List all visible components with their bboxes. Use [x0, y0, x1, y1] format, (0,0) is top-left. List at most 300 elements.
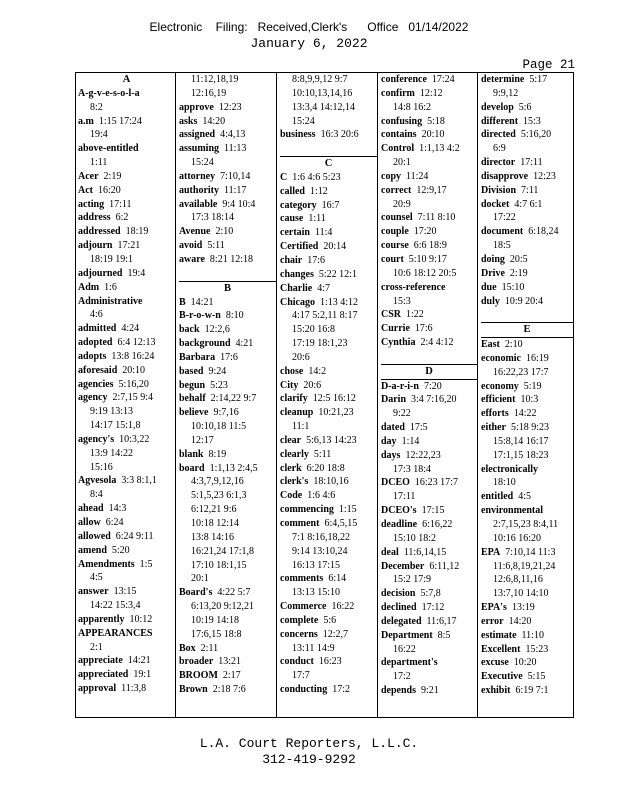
index-entry	[481, 546, 573, 560]
index-entry	[481, 253, 573, 267]
index-refs: 2:4 4:12	[420, 337, 454, 349]
index-continuation: 17:11	[393, 491, 416, 503]
index-continuation: 9:14 13:10,24	[292, 545, 348, 557]
index-continuation: 20:6	[292, 351, 310, 363]
index-term: A-g-v-e-s-o-l-a	[78, 87, 140, 99]
index-term: DCEO	[381, 477, 410, 489]
index-continuation: 4:17 5:2,11 8:17	[292, 310, 358, 322]
index-entry	[179, 655, 276, 669]
index-term: clerk	[280, 462, 302, 474]
index-term: clearly	[280, 448, 309, 460]
index-refs: 2:7,15 9:4	[112, 392, 154, 404]
index-term: Department	[381, 629, 433, 641]
index-refs: 2:19	[509, 267, 528, 279]
index-term: adopted	[78, 337, 113, 349]
index-entry	[381, 504, 477, 518]
index-entry	[481, 198, 573, 212]
index-entry	[381, 656, 477, 670]
section-letter: A	[122, 74, 131, 85]
index-entry	[280, 392, 377, 406]
index-refs: 4:22 5:7	[217, 587, 251, 599]
index-term: cause	[280, 213, 304, 225]
index-term: acting	[78, 198, 105, 210]
index-continuation: 11:1	[292, 421, 310, 433]
index-refs: 6:2	[115, 212, 129, 224]
index-entry	[280, 614, 377, 628]
index-entry	[481, 128, 573, 142]
index-entry	[78, 682, 175, 696]
index-term: environmental	[481, 505, 544, 517]
index-entry	[78, 668, 175, 682]
index-continuation: 14:8 16:2	[393, 101, 432, 113]
index-term: C	[280, 171, 288, 183]
index-entry	[179, 586, 276, 600]
index-continuation: 16:22,23 17:7	[493, 366, 549, 378]
index-term: addressed	[78, 226, 121, 238]
index-refs: 11:6,14,15	[403, 546, 447, 558]
index-continuation: 17:3 18:4	[393, 463, 432, 475]
index-entry	[280, 448, 377, 462]
index-column-4	[377, 73, 477, 717]
index-refs: 17:5	[409, 422, 428, 434]
index-term: Adm	[78, 281, 100, 293]
index-entry	[78, 225, 175, 239]
index-continuation: 8:2	[90, 101, 103, 113]
index-term: course	[381, 240, 409, 252]
index-term: attorney	[179, 170, 216, 182]
index-term: Cynthia	[381, 337, 416, 349]
index-refs: 5:20	[111, 544, 130, 556]
filing-stamp: Electronic Filing: Received,Clerk's Office 01/14/2022	[149, 20, 469, 34]
index-entry	[481, 101, 573, 115]
index-term: begun	[179, 379, 206, 391]
index-refs: 12:22,23	[405, 449, 441, 461]
index-entry	[179, 253, 276, 267]
index-refs: 7:20	[423, 380, 442, 392]
index-refs: 4:7 6:1	[514, 198, 543, 210]
index-entry	[280, 296, 377, 310]
index-continuation: 2:7,15,23 8:4,11	[493, 519, 559, 530]
index-term: broader	[179, 656, 214, 668]
index-term: develop	[481, 101, 514, 113]
index-entry	[381, 170, 477, 184]
index-term: BROOM	[179, 670, 218, 682]
index-term: allowed	[78, 530, 111, 542]
index-entry	[481, 601, 573, 615]
index-term: B-r-o-w-n	[179, 310, 221, 322]
index-entry	[481, 225, 573, 239]
index-continuation: 10:16 16:20	[493, 532, 542, 544]
index-entry	[481, 73, 573, 87]
index-entry	[280, 171, 377, 185]
index-refs: 10:3,22	[119, 433, 150, 445]
index-refs: 17:15	[421, 505, 445, 517]
footer-company: L.A. Court Reporters, L.L.C.	[199, 736, 419, 751]
index-term: Barbara	[179, 351, 216, 363]
index-column-2	[175, 73, 276, 717]
index-entry	[481, 380, 573, 394]
index-term: December	[381, 560, 425, 572]
index-refs: 20:10	[122, 364, 146, 376]
index-continuation: 10:10,18 11:5	[191, 421, 247, 433]
index-entry	[78, 239, 175, 253]
index-refs: 14:2	[308, 365, 327, 377]
index-term: behalf	[179, 393, 206, 405]
index-continuation: 17:6,15 18:8	[191, 628, 242, 640]
index-continuation: 14:22 15:3,4	[90, 600, 141, 612]
index-refs: 7:10,14 11:3	[505, 546, 556, 558]
index-term: City	[280, 379, 299, 391]
index-refs: 12:9,17	[416, 184, 447, 196]
index-continuation: 4:5	[90, 572, 103, 584]
index-continuation: 6:12,21 9:6	[191, 504, 237, 516]
index-entry	[481, 670, 573, 684]
index-refs: 3:3 8:1,1	[121, 475, 157, 487]
index-refs: 17:6	[414, 323, 433, 335]
index-refs: 9:21	[421, 685, 439, 697]
index-entry	[78, 87, 175, 101]
index-refs: 5:23	[210, 379, 228, 391]
section-letter: B	[179, 281, 276, 296]
index-term: doing	[481, 253, 505, 265]
index-continuation: 10:6 18:12 20:5	[393, 267, 457, 279]
index-term: believe	[179, 407, 209, 419]
index-term: conference	[381, 74, 427, 85]
index-continuation: 17:22	[493, 212, 516, 224]
index-continuation: 17:7	[292, 670, 310, 682]
index-continuation: 13:3,4 14:12,14	[292, 101, 356, 113]
index-continuation: 9:9,12	[493, 87, 519, 99]
index-entry	[280, 434, 377, 448]
index-term: EPA's	[481, 602, 507, 614]
index-refs: 16:7	[321, 199, 340, 211]
index-refs: 6:4 12:13	[117, 337, 156, 349]
index-entry	[78, 184, 175, 198]
index-refs: 4:7	[317, 282, 330, 294]
index-entry	[481, 643, 573, 657]
index-term: counsel	[381, 212, 413, 224]
index-refs: 2:18 7:6	[212, 684, 246, 696]
index-refs: 20:14	[323, 241, 347, 253]
index-refs: 4:5	[518, 491, 531, 503]
index-entry	[481, 629, 573, 643]
index-term: aforesaid	[78, 364, 118, 376]
index-refs: 7:10,14	[220, 170, 251, 182]
index-refs: 5:6	[518, 101, 532, 113]
index-continuation: 10:18 12:14	[191, 518, 240, 529]
index-entry	[179, 683, 276, 697]
index-term: Control	[381, 143, 415, 155]
index-entry	[381, 587, 477, 601]
spacer	[179, 267, 276, 281]
index-refs: 1:14	[401, 435, 420, 447]
index-entry	[381, 308, 477, 322]
index-frame	[75, 72, 574, 718]
index-entry	[179, 296, 276, 310]
index-term: certain	[280, 227, 310, 239]
index-refs: 10:9 20:4	[504, 295, 543, 307]
index-continuation: 10:19 14:18	[191, 614, 240, 626]
index-refs: 5:11	[313, 448, 332, 460]
index-refs: 13:21	[218, 656, 242, 668]
index-continuation: 15:20 16:8	[292, 324, 336, 336]
index-term: contains	[381, 129, 417, 141]
index-entry	[381, 518, 477, 532]
index-entry	[481, 295, 573, 309]
index-entry	[381, 560, 477, 574]
index-term: blank	[179, 448, 204, 460]
index-entry	[481, 407, 573, 421]
index-term: back	[179, 324, 200, 336]
index-column-3	[276, 73, 377, 717]
index-entry	[280, 600, 377, 614]
index-refs: 16:3 20:6	[320, 129, 359, 141]
index-entry	[481, 490, 573, 504]
index-refs: 1:6 4:6	[307, 490, 336, 502]
index-entry	[280, 475, 377, 489]
index-term: asks	[179, 115, 198, 127]
index-continuation: 20:1	[393, 157, 411, 169]
index-continuation: 20:9	[393, 198, 411, 210]
index-continuation: 12:6,8,11,16	[493, 574, 543, 586]
index-continuation: 15:8,14 16:17	[493, 435, 549, 447]
index-entry	[78, 502, 175, 516]
index-refs: 1:5	[139, 558, 153, 570]
index-entry	[481, 656, 573, 670]
index-term: called	[280, 185, 305, 197]
index-term: deadline	[381, 519, 418, 530]
index-term: DCEO's	[381, 505, 417, 517]
index-term: director	[481, 157, 516, 169]
document-date: January 6, 2022	[250, 36, 368, 51]
index-refs: 16:20	[98, 184, 121, 196]
index-refs: 14:22	[513, 408, 537, 420]
index-entry	[481, 281, 573, 295]
index-term: disapprove	[481, 170, 529, 182]
index-entry	[78, 585, 175, 599]
index-continuation: 15:24	[191, 157, 214, 169]
index-term: Excellent	[481, 643, 521, 655]
index-term: chair	[280, 254, 303, 266]
index-term: concerns	[280, 628, 318, 640]
index-term: background	[179, 338, 231, 350]
index-continuation: 11:12,18,19	[191, 74, 239, 85]
index-term: comments	[280, 573, 324, 585]
index-term: different	[481, 115, 519, 127]
index-refs: 2:10	[215, 226, 234, 238]
index-continuation: 13:8 14:16	[191, 531, 235, 543]
index-refs: 17:6	[307, 254, 325, 266]
index-entry	[381, 281, 477, 295]
index-refs: 12:2,7	[322, 628, 349, 640]
index-refs: 17:24	[431, 74, 455, 85]
index-term: clerk's	[280, 476, 309, 488]
index-refs: 12:5 16:12	[312, 393, 356, 405]
index-refs: 11:3,8	[121, 683, 147, 695]
index-refs: 10:3	[520, 394, 539, 406]
index-continuation: 18:5	[493, 240, 511, 252]
index-entry	[78, 474, 175, 488]
index-entry	[381, 449, 477, 463]
index-continuation: 16:13 17:15	[292, 559, 341, 571]
index-entry	[280, 212, 377, 226]
index-entry	[381, 393, 477, 407]
index-term: due	[481, 281, 497, 293]
index-refs: 14:21	[190, 296, 214, 308]
index-continuation: 6:13,20 9:12,21	[191, 601, 255, 613]
index-term: electronically	[481, 463, 539, 475]
index-entry	[481, 463, 573, 477]
index-refs: 11:13	[224, 143, 247, 155]
index-entry	[280, 199, 377, 213]
index-entry	[78, 544, 175, 558]
index-continuation: 15:3	[393, 295, 411, 307]
index-entry	[78, 516, 175, 530]
index-refs: 9:4 10:4	[222, 198, 256, 210]
index-term: answer	[78, 586, 109, 598]
index-term: East	[481, 339, 500, 351]
index-entry	[78, 211, 175, 225]
index-term: authority	[179, 184, 219, 196]
index-term: admitted	[78, 323, 117, 335]
index-entry	[381, 476, 477, 490]
index-refs: 6:14	[328, 573, 347, 585]
index-term: a.m	[78, 115, 94, 127]
index-term: entitled	[481, 491, 514, 503]
index-refs: 10:12	[129, 613, 153, 625]
index-continuation: 11:6,8,19,21,24	[493, 560, 556, 572]
index-term: clear	[280, 434, 302, 446]
index-refs: 11:17	[224, 184, 247, 196]
index-continuation: 17:1,15 18:23	[493, 449, 549, 461]
index-refs: 6:4,5,15	[324, 518, 358, 529]
index-entry	[280, 655, 377, 669]
index-continuation: 15:2 17:9	[393, 574, 432, 586]
index-entry	[179, 642, 276, 656]
index-entry	[179, 142, 276, 156]
index-term: appreciate	[78, 655, 123, 667]
index-refs: 19:1	[133, 669, 152, 681]
index-entry	[78, 115, 175, 129]
index-continuation: 18:19 19:1	[90, 253, 134, 265]
index-term: above-entitled	[78, 143, 139, 155]
index-term: Chicago	[280, 296, 315, 308]
index-term: adjourn	[78, 240, 113, 252]
index-refs: 11:6,17	[426, 615, 457, 627]
index-entry	[280, 226, 377, 240]
index-term: agency	[78, 392, 108, 404]
index-refs: 18:10,16	[313, 476, 349, 488]
index-entry	[381, 87, 477, 101]
index-term: day	[381, 435, 397, 447]
index-term: address	[78, 212, 111, 224]
index-term: delegated	[381, 615, 422, 627]
index-term: complete	[280, 614, 319, 626]
index-refs: 1:13 4:12	[320, 296, 359, 308]
index-term: CSR	[381, 309, 402, 321]
index-refs: 16:22	[331, 601, 355, 613]
index-refs: 5:6,13 14:23	[306, 434, 357, 446]
index-entry	[179, 337, 276, 351]
index-refs: 5:15	[527, 671, 546, 683]
index-entry	[381, 546, 477, 560]
index-term: determine	[481, 74, 525, 85]
index-refs: 4:24	[121, 323, 140, 335]
index-refs: 6:11,12	[429, 560, 460, 572]
index-refs: 20:6	[303, 379, 322, 391]
index-term: Board's	[179, 587, 213, 599]
index-continuation: 17:3 18:14	[191, 212, 235, 224]
index-entry	[381, 128, 477, 142]
index-entry	[78, 170, 175, 184]
index-refs: 9:24	[208, 365, 227, 377]
index-refs: 4:21	[235, 338, 254, 350]
index-term: Amendments	[78, 558, 135, 570]
index-entry	[280, 282, 377, 296]
index-continuation: 20:1	[191, 573, 209, 585]
index-term: Avenue	[179, 226, 211, 238]
index-refs: 2:17	[222, 670, 241, 682]
index-refs: 17:11	[109, 198, 132, 210]
index-term: error	[481, 615, 504, 627]
index-entry	[179, 128, 276, 142]
index-term: declined	[381, 602, 417, 614]
index-term: changes	[280, 268, 314, 280]
index-refs: 1:6	[104, 281, 117, 293]
index-refs: 15:23	[525, 643, 549, 655]
index-refs: 5:16,20	[520, 129, 552, 141]
index-term: directed	[481, 129, 516, 141]
index-term: clarify	[280, 393, 308, 405]
index-continuation: 12:16,19	[191, 87, 227, 99]
index-term: economic	[481, 352, 521, 364]
index-refs: 5:16,20	[118, 378, 149, 390]
index-refs: 5:19	[523, 380, 542, 392]
index-continuation: 14:17 15:1,8	[90, 420, 141, 432]
index-refs: 5:7,8	[420, 588, 441, 600]
index-term: duly	[481, 295, 500, 307]
index-entry	[481, 267, 573, 281]
index-term: Act	[78, 184, 93, 196]
index-entry	[78, 433, 175, 447]
index-entry	[381, 380, 477, 394]
index-term: excuse	[481, 657, 509, 669]
index-term: board	[179, 462, 205, 474]
index-term: apparently	[78, 613, 125, 625]
index-refs: 3:4 7:16,20	[411, 394, 457, 406]
index-refs: 5:17	[529, 74, 548, 85]
footer-phone: 312-419-9292	[262, 752, 356, 767]
index-term: cleanup	[280, 407, 314, 419]
index-term: Brown	[179, 684, 208, 696]
index-entry	[179, 448, 276, 462]
index-term: Division	[481, 184, 517, 196]
index-entry	[78, 295, 175, 309]
index-term: days	[381, 449, 401, 461]
index-refs: 15:10	[501, 281, 525, 293]
index-refs: 6:24 9:11	[115, 530, 154, 542]
index-entry	[381, 435, 477, 449]
index-refs: 17:2	[332, 684, 351, 696]
index-term: department's	[381, 657, 438, 669]
index-term: D-a-r-i-n	[381, 380, 419, 392]
index-entry	[280, 128, 377, 142]
index-refs: 5:18 9:23	[511, 422, 550, 434]
index-continuation: 1:11	[90, 157, 108, 169]
index-term: cross-reference	[381, 281, 446, 293]
index-term: dated	[381, 422, 405, 434]
index-entry	[78, 281, 175, 295]
